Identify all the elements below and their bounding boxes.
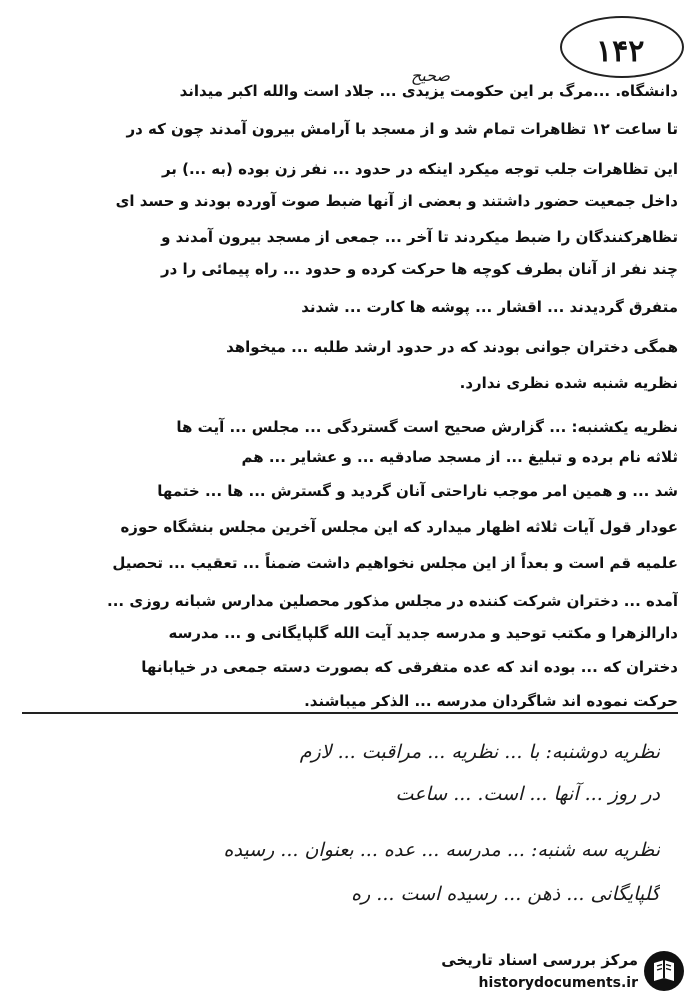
page-number-text: ۱۴۲ (596, 34, 645, 69)
typed-line: تا ساعت ۱۲ تظاهرات تمام شد و از مسجد با آرامش بیرون آمدند چون که در (126, 120, 678, 138)
typed-line: نظریه یکشنبه: ... گزارش صحیح است گستردگی ... مجلس ... آیت ها (176, 418, 678, 436)
folder-book-logo-icon (642, 949, 686, 993)
typed-line: دانشگاه. ...مرگ بر این حکومت یزیدی ... جلاد است والله اکبر میداند (179, 82, 678, 100)
typed-line: آمده ... دختران شرکت کننده در مجلس مذکور محصلین مدارس شبانه روزی ... (107, 592, 678, 610)
typed-line: داخل جمعیت حضور داشتند و بعضی از آنها ضبط صوت آورده بودند و حسد ای (115, 192, 678, 210)
handwritten-line: در روز ... آنها ... است. ... ساعت (395, 783, 660, 805)
header-note: صحیح (410, 66, 450, 85)
typed-line: همگی دختران جوانی بودند که در حدود ارشد طلبه ... میخواهد (226, 338, 678, 356)
typed-line: علمیه قم است و بعداً از این مجلس نخواهیم داشت ضمناً ... تعقیب ... تحصیل (112, 554, 678, 572)
watermark-url: historydocuments.ir (478, 975, 638, 991)
page-number (572, 22, 662, 69)
watermark-title: مرکز بررسی اسناد تاریخی (441, 951, 638, 969)
typed-line: حرکت نموده اند شاگردان مدرسه ... الذکر میباشند. (22, 690, 678, 714)
typed-line: دختران که ... بوده اند که عده متفرقی که بصورت دسته جمعی در خیابانها (141, 658, 678, 676)
handwritten-line: نظریه سه شنبه: ... مدرسه ... عده ... بعنوان ... رسیده (223, 839, 660, 861)
typed-line: ثلاثه نام برده و تبلیغ ... از مسجد صادقیه ... و عشایر ... هم (241, 448, 678, 466)
handwritten-line: گلپایگانی ... ذهن ... رسیده است ... ره (351, 883, 660, 905)
typed-line: شد ... و همین امر موجب ناراحتی آنان گردید و گسترش ... ها ... ختمها (157, 482, 678, 500)
typed-line: این تظاهرات جلب توجه میکرد اینکه در حدود ... نفر زن بوده (به ...) بر (161, 160, 678, 178)
typed-line: نظریه شنبه شده نظری ندارد. (459, 374, 678, 392)
handwritten-line: نظریه دوشنبه: با ... نظریه ... مراقبت ... لازم (299, 741, 660, 763)
typed-line: دارالزهرا و مکتب توحید و مدرسه جدید آیت الله گلپایگانی و ... مدرسه (168, 624, 678, 642)
typed-line: عودار قول آیات ثلاثه اظهار میدارد که این مجلس آخرین مجلس بنشگاه حوزه (120, 518, 678, 536)
typed-line: متفرق گردیدند ... اقشار ... پوشه ها کارت ... شدند (301, 298, 678, 316)
archive-watermark (441, 945, 692, 1001)
typed-line: تظاهرکنندگان را ضبط میکردند تا آخر ... جمعی از مسجد بیرون آمدند و (161, 228, 678, 246)
typed-line: چند نفر از آنان بطرف کوچه ها حرکت کرده و حدود ... راه پیمائی را در (160, 260, 678, 278)
